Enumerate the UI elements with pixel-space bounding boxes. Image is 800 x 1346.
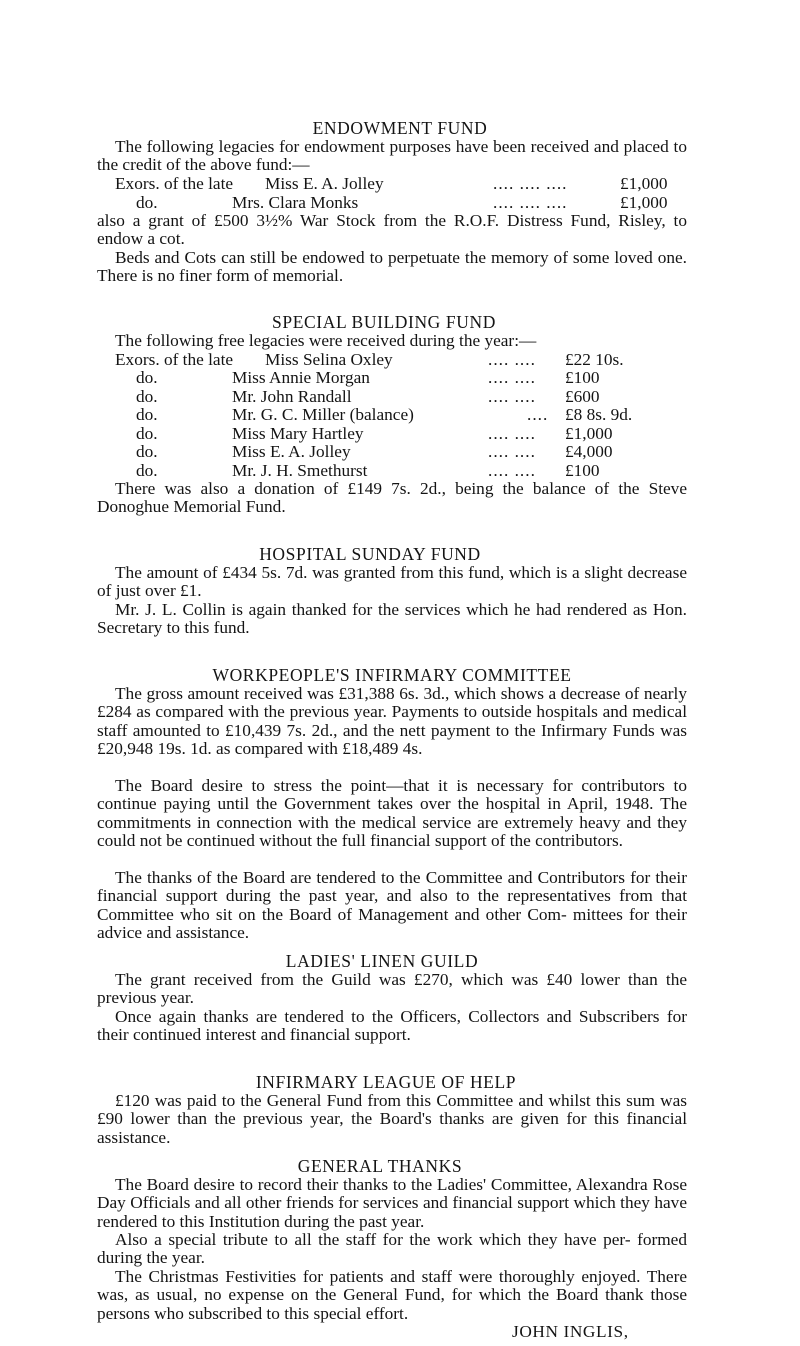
special-building-heading: SPECIAL BUILDING FUND	[272, 312, 496, 332]
legacy-amount: £100	[565, 368, 600, 387]
leader-dots: .... ....	[488, 461, 536, 480]
thanks-p2	[97, 1231, 687, 1268]
special-legacy-row	[115, 406, 715, 425]
hospital-sunday-p2-text: Mr. J. L. Collin is again thanked for the services which he had rendered as Hon. Secretary to this fund.	[97, 600, 687, 638]
legacy-prefix: do.	[136, 368, 158, 387]
leader-dots: .... ....	[488, 350, 536, 369]
special-legacy-row	[115, 425, 715, 444]
special-legacy-row	[115, 351, 715, 370]
endowment-intro-text: The following legacies for endowment purposes have been received and placed to the credit of the above fund:—	[97, 137, 687, 175]
endowment-beds-text: Beds and Cots can still be endowed to perpetuate the memory of some loved one. There is no finer form of memorial.	[97, 248, 687, 286]
endowment-intro	[97, 138, 687, 175]
legacy-amount: £8 8s. 9d.	[565, 405, 633, 424]
league-p1	[97, 1092, 687, 1147]
leader-dots: .... ....	[488, 442, 536, 461]
legacy-amount: £100	[565, 461, 600, 480]
thanks-p3-text: The Christmas Festivities for patients and staff were thoroughly enjoyed. There was, as usual, no expense on the General Fund, for which the Board thank those persons who subscribed to this special effort.	[97, 1267, 687, 1323]
legacy-name: Mr. John Randall	[232, 387, 352, 406]
legacy-name: Mr. J. H. Smethurst	[232, 461, 368, 480]
legacy-prefix: do.	[136, 461, 158, 480]
legacy-name: Miss Selina Oxley	[265, 350, 393, 369]
workpeople-p2	[97, 777, 687, 851]
legacy-prefix: do.	[136, 405, 158, 424]
thanks-p1	[97, 1176, 687, 1231]
legacy-amount: £4,000	[565, 442, 613, 461]
leader-dots: .... .... ....	[493, 193, 568, 212]
legacy-prefix: do.	[136, 424, 158, 443]
leader-dots: .... ....	[488, 424, 536, 443]
workpeople-p1	[97, 685, 687, 759]
leader-dots: .... ....	[488, 368, 536, 387]
thanks-heading: GENERAL THANKS	[297, 1156, 463, 1176]
workpeople-heading: WORKPEOPLE'S INFIRMARY COMMITTEE	[212, 665, 572, 685]
thanks-p3	[97, 1268, 687, 1323]
endowment-grant	[97, 212, 687, 249]
hospital-sunday-heading: HOSPITAL SUNDAY FUND	[259, 544, 481, 564]
league-p1-text: £120 was paid to the General Fund from this Committee and whilst this sum was £90 lower than the previous year, the Board's thanks are given for this financial assistance.	[97, 1091, 687, 1147]
special-building-donation	[97, 480, 687, 517]
linen-p1-text: The grant received from the Guild was £270, which was £40 lower than the previous year.	[97, 970, 687, 1008]
special-legacy-row	[115, 369, 715, 388]
endowment-legacy-row	[115, 175, 685, 194]
endowment-grant-text: also a grant of £500 3½% War Stock from the R.O.F. Distress Fund, Risley, to endow a cot.	[97, 211, 687, 249]
special-building-intro	[97, 332, 687, 350]
legacy-prefix: do.	[136, 387, 158, 406]
special-legacy-row	[115, 443, 715, 462]
workpeople-p3-text: The thanks of the Board are tendered to the Committee and Contributors for their financial support during the past year, and also to the representatives from that Committee who sit on the Board of Management and other Com- mittees for their advice and assistance.	[97, 868, 687, 943]
hospital-sunday-p1-text: The amount of £434 5s. 7d. was granted from this fund, which is a slight decrease of just over £1.	[97, 563, 687, 601]
workpeople-p1-text: The gross amount received was £31,388 6s. 3d., which shows a decrease of nearly £284 as compared with the previous year. Payments to outside hospitals and medical staff amounted to £10,439 7s. 2d., and the nett payment to the Infirmary Funds was £20,948 19s. 1d. as compared with £18,489 4s.	[97, 684, 687, 759]
legacy-amount: £22 10s.	[565, 350, 624, 369]
legacy-prefix: Exors. of the late	[115, 350, 234, 369]
league-heading: INFIRMARY LEAGUE OF HELP	[255, 1072, 517, 1092]
thanks-p2-text: Also a special tribute to all the staff for the work which they have per- formed during the year.	[97, 1230, 687, 1268]
linen-p1	[97, 971, 687, 1008]
leader-dots: .... ....	[488, 387, 536, 406]
special-building-donation-text: There was also a donation of £149 7s. 2d., being the balance of the Steve Donoghue Memorial Fund.	[97, 479, 687, 517]
signature-name: JOHN INGLIS,	[512, 1322, 629, 1341]
hospital-sunday-p1	[97, 564, 687, 601]
legacy-name: Miss Annie Morgan	[232, 368, 370, 387]
leader-dots: .... .... ....	[493, 174, 568, 193]
linen-p2-text: Once again thanks are tendered to the Officers, Collectors and Subscribers for their continued interest and financial support.	[97, 1007, 687, 1045]
workpeople-p3	[97, 869, 687, 943]
linen-p2	[97, 1008, 687, 1045]
legacy-amount: £1,000	[620, 174, 668, 193]
linen-heading: LADIES' LINEN GUILD	[285, 951, 479, 971]
leader-dots: ....	[527, 405, 549, 424]
legacy-name: Miss Mary Hartley	[232, 424, 364, 443]
legacy-prefix: do.	[136, 193, 158, 212]
legacy-prefix: do.	[136, 442, 158, 461]
legacy-amount: £1,000	[620, 193, 668, 212]
thanks-p1-text: The Board desire to record their thanks to the Ladies' Committee, Alexandra Rose Day Officials and all other friends for services and financial support which they have rendered to this Institution during the past year.	[97, 1175, 687, 1231]
endowment-heading: ENDOWMENT FUND	[312, 118, 488, 138]
legacy-name: Mrs. Clara Monks	[232, 193, 359, 212]
endowment-beds	[97, 249, 687, 286]
legacy-name: Mr. G. C. Miller (balance)	[232, 405, 414, 424]
legacy-name: Miss E. A. Jolley	[232, 442, 351, 461]
hospital-sunday-p2	[97, 601, 687, 638]
legacy-prefix: Exors. of the late	[115, 174, 234, 193]
legacy-amount: £1,000	[565, 424, 613, 443]
special-building-intro-text: The following free legacies were received during the year:—	[115, 331, 537, 350]
legacy-amount: £600	[565, 387, 600, 406]
workpeople-p2-text: The Board desire to stress the point—that it is necessary for contributors to continue paying until the Government takes over the hospital in April, 1948. The commitments in connection with the medical service are extremely heavy and they could not be continued without the full financial support of the contributors.	[97, 776, 687, 851]
legacy-name: Miss E. A. Jolley	[265, 174, 384, 193]
